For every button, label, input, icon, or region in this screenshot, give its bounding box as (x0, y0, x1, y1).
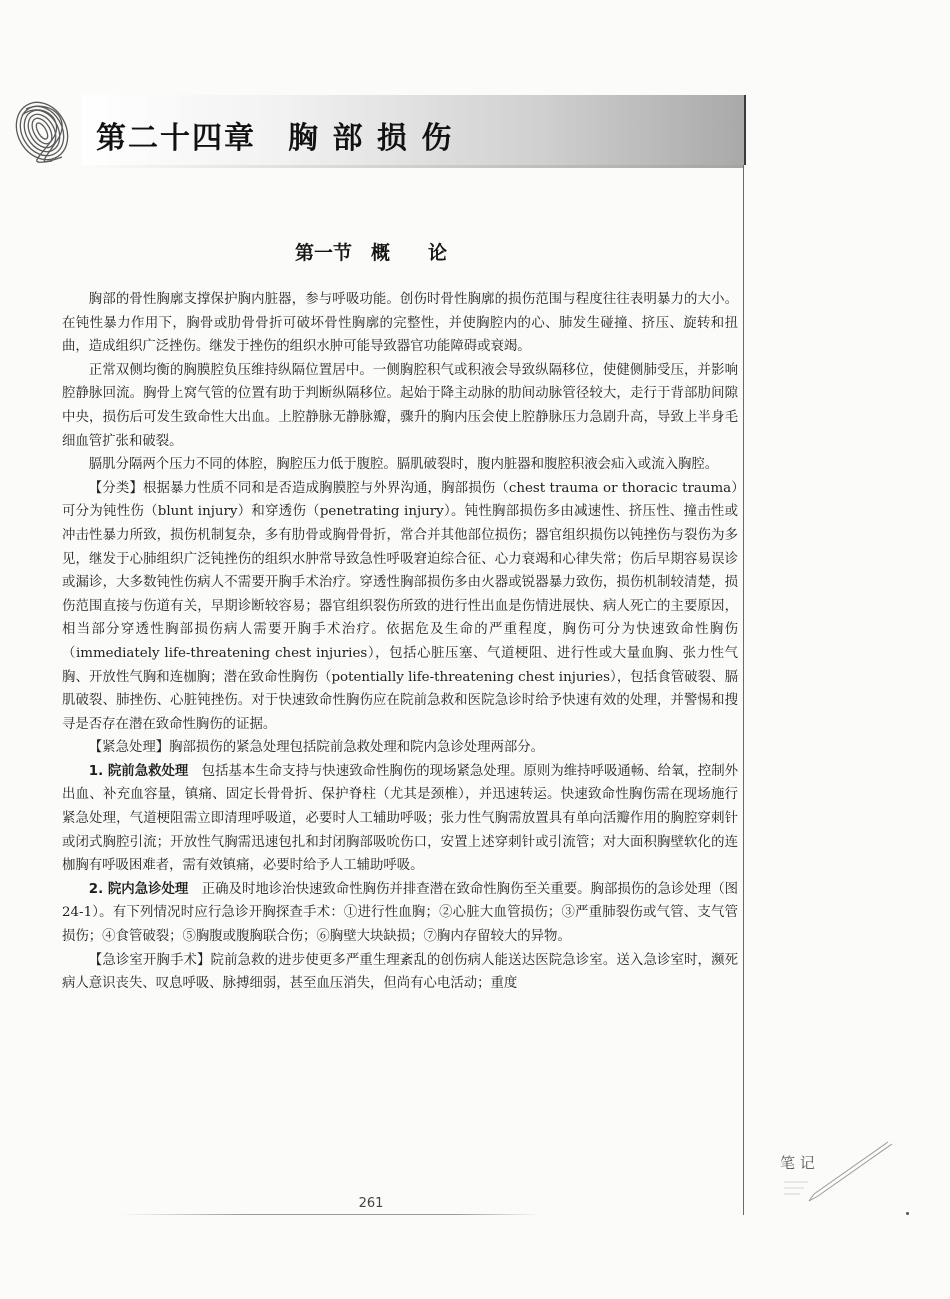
right-margin-rule (743, 165, 744, 1215)
header-shadow (82, 165, 744, 168)
notes-label: 笔 记 (780, 1154, 815, 1172)
prehospital-heading: 1. 院前急救处理 (88, 763, 189, 779)
body-text (62, 288, 738, 996)
paragraph-emergency: 【紧急处理】胸部损伤的紧急处理包括院前急救处理和院内急诊处理两部分。 (88, 740, 545, 756)
paragraph-1: 胸部的骨性胸廓支撑保护胸内脏器，参与呼吸功能。创伤时骨性胸廓的损伤范围与程度往往表明暴力的大小。在钝性暴力作用下，胸骨或肋骨骨折可破坏骨性胸廓的完整性，并使胸腔内的心、肺发生碰撞、挤压、旋转和扭曲，造成组织广泛挫伤。继发于挫伤的组织水肿可能导致器官功能障碍或衰竭。 (62, 292, 738, 355)
chapter-title: 第二十四章 胸 部 损 伤 (96, 121, 454, 156)
paragraph-classification: 【分类】根据暴力性质不同和是否造成胸膜腔与外界沟通，胸部损伤（chest trauma or thoracic trauma）可分为钝性伤（blunt injury）和穿透伤（penetrating injury）。钝性胸部损伤多由减速性、挤压性、撞击性或冲击性暴力所致，损伤机制复杂，多有肋骨或胸骨骨折，常合并其他部位损伤；器官组织损伤以钝挫伤与裂伤为多见，继发于心肺组织广泛钝挫伤的组织水肿常导致急性呼吸窘迫综合征、心力衰竭和心律失常；伤后早期容易误诊或漏诊，大多数钝性伤病人不需要开胸手术治疗。穿透性胸部损伤多由火器或锐器暴力致伤，损伤机制较清楚，损伤范围直接与伤道有关，早期诊断较容易；器官组织裂伤所致的进行性出血是伤情进展快、病人死亡的主要原因，相当部分穿透性胸部损伤病人需要开胸手术治疗。依据危及生命的严重程度，胸伤可分为快速致命性胸伤（immediately life-threatening chest injuries），包括心脏压塞、气道梗阻、进行性或大量血胸、张力性气胸、开放性气胸和连枷胸；潜在致命性胸伤（potentially life-threatening chest injuries），包括食管破裂、膈肌破裂、肺挫伤、心脏钝挫伤。对于快速致命性胸伤应在院前急救和医院急诊时给予快速有效的处理，并警惕和搜寻是否存在潜在致命性胸伤的证据。 (62, 480, 738, 732)
swirl-logo-icon (12, 95, 82, 167)
section-title: 第一节 概 论 (294, 242, 447, 264)
inhospital-heading: 2. 院内急诊处理 (88, 881, 189, 897)
bottom-rule (120, 1214, 540, 1215)
notes-pencil-icon (778, 1138, 898, 1206)
paragraph-3: 膈肌分隔两个压力不同的体腔，胸腔压力低于腹腔。膈肌破裂时，腹内脏器和腹腔积液会疝入或流入胸腔。 (88, 457, 719, 473)
paragraph-2: 正常双侧均衡的胸膜腔负压维持纵隔位置居中。一侧胸腔积气或积液会导致纵隔移位，使健侧肺受压，并影响腔静脉回流。胸骨上窝气管的位置有助于判断纵隔移位。起始于降主动脉的肋间动脉管径较大，走行于背部肋间隙中央，损伤后可发生致命性大出血。上腔静脉无静脉瓣，骤升的胸内压会使上腔静脉压力急剧升高，导致上半身毛细血管扩张和破裂。 (62, 362, 738, 449)
scan-speck (906, 1212, 909, 1215)
page-number: 261 (358, 1196, 384, 1211)
paragraph-prehospital: 1. 院前急救处理 包括基本生命支持与快速致命性胸伤的现场紧急处理。原则为维持呼吸通畅、给氧，控制外出血、补充血容量，镇痛、固定长骨骨折、保护脊柱（尤其是颈椎），并迅速转运。快速致命性胸伤需在现场施行紧急处理，气道梗阻需立即清理呼吸道，必要时人工辅助呼吸；张力性气胸需放置具有单向活瓣作用的胸腔穿刺针或闭式胸腔引流；开放性气胸需迅速包扎和封闭胸部吸吮伤口，安置上述穿刺针或引流管；对大面积胸壁软化的连枷胸有呼吸困难者，需有效镇痛，必要时给予人工辅助呼吸。 (62, 763, 738, 874)
paragraph-inhospital: 2. 院内急诊处理 正确及时地诊治快速致命性胸伤并排查潜在致命性胸伤至关重要。胸部损伤的急诊处理（图 24-1）。有下列情况时应行急诊开胸探查手术：①进行性血胸；②心脏大血管损伤；③严重肺裂伤或气管、支气管损伤；④食管破裂；⑤胸腹或腹胸联合伤；⑥胸壁大块缺损；⑦胸内存留较大的异物。 (62, 881, 738, 945)
paragraph-er-thoracotomy: 【急诊室开胸手术】院前急救的进步使更多严重生理紊乱的创伤病人能送达医院急诊室。送入急诊室时，濒死病人意识丧失、叹息呼吸、脉搏细弱，甚至血压消失，但尚有心电活动；重度 (62, 952, 738, 992)
